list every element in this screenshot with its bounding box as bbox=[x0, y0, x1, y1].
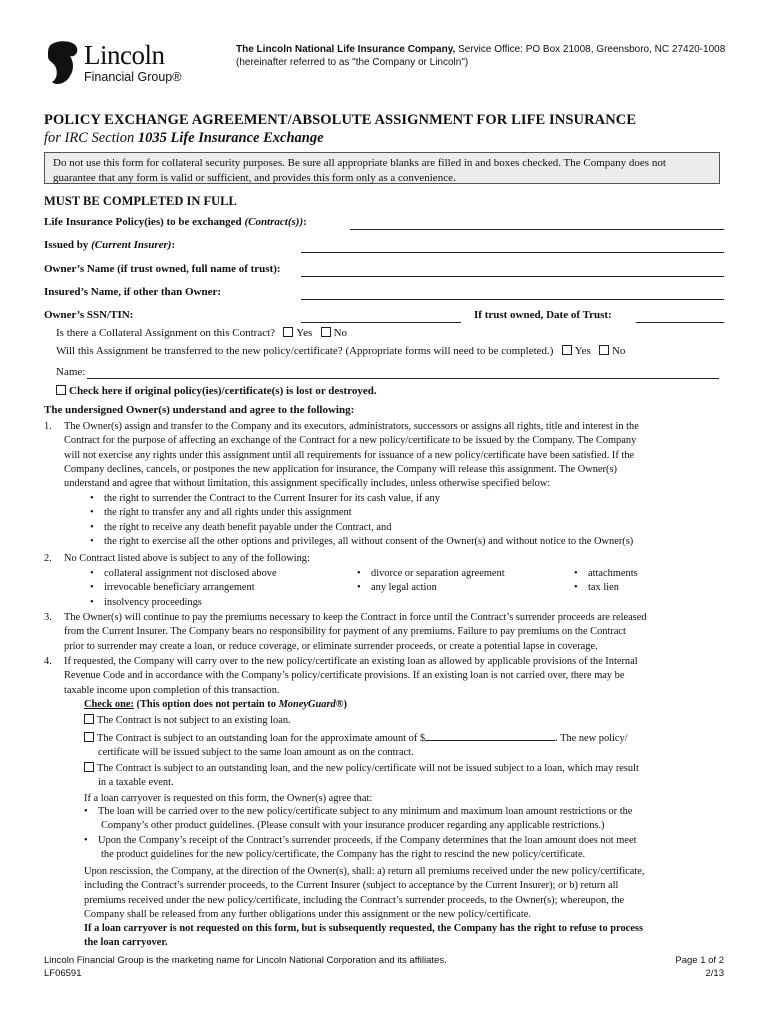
collateral-question: Is there a Collateral Assignment on this Contract? Yes No bbox=[56, 327, 348, 339]
list-item: • the right to receive any death benefit payable under the Contract, and bbox=[90, 521, 392, 533]
list-item: • tax lien bbox=[574, 582, 619, 594]
trust-date-label: If trust owned, Date of Trust: bbox=[474, 309, 612, 321]
footer-revision-date: 2/13 bbox=[705, 968, 724, 979]
item-2-col2 bbox=[357, 567, 567, 596]
list-item: • divorce or separation agreement bbox=[357, 568, 505, 579]
insured-name-field[interactable] bbox=[301, 299, 724, 300]
item-1-number: 1. bbox=[44, 421, 52, 432]
collateral-yes-checkbox[interactable] bbox=[283, 327, 293, 337]
list-item: • collateral assignment not disclosed above bbox=[90, 568, 277, 579]
loan-option-1: The Contract is not subject to an existing loan. bbox=[84, 714, 291, 728]
lost-policy-row: Check here if original policy(ies)/certificate(s) is lost or destroyed. bbox=[56, 385, 377, 397]
footer-form-number: LF06591 bbox=[44, 968, 82, 979]
item-1-text: The Owner(s) assign and transfer to the Company and its executors, administrators, successors or assigns all rights, title and interest in the Contract for the purpose of affecting an exchange of the Contract for a new policy/certificate to be issued by the Company. The Company will not exercise any rights under this assignment until all requirements for issuance of a new policy/certificate have been satisfied. If the Company declines, cancels, or postpones the new application for insurance, the Company will release this assignment. The Owner(s) understand and agree that without limitation, this assignment specifically includes, unless otherwise specified below: bbox=[64, 421, 639, 490]
loan-option-3-checkbox[interactable] bbox=[84, 762, 94, 772]
trust-date-field[interactable] bbox=[636, 322, 724, 323]
current-insurer-field[interactable] bbox=[301, 252, 724, 253]
loan-option-2-checkbox[interactable] bbox=[84, 732, 94, 742]
loan-option-2: The Contract is subject to an outstanding loan for the approximate amount of $ . The new policy/ certificate will be issued subject to the same loan amount as on the contract. bbox=[84, 731, 726, 761]
transfer-question: Will this Assignment be transferred to the new policy/certificate? (Appropriate forms will need to be completed.) Yes No bbox=[56, 345, 626, 357]
transfer-yes-checkbox[interactable] bbox=[562, 345, 572, 355]
item-2-text: No Contract listed above is subject to any of the following: bbox=[64, 553, 310, 564]
list-item: • any legal action bbox=[357, 582, 437, 594]
policies-label: Life Insurance Policy(ies) to be exchanged (Contract(s)): bbox=[44, 216, 307, 228]
footer-marketing: Lincoln Financial Group is the marketing name for Lincoln National Corporation and its affiliates. bbox=[44, 955, 447, 966]
item-3-number: 3. bbox=[44, 612, 52, 623]
notice-box: Do not use this form for collateral security purposes. Be sure all appropriate blanks are filled in and boxes checked. The Company does not guarantee that any form is valid or sufficient, and provides this form only as a convenience. bbox=[44, 152, 720, 184]
list-item: • attachments bbox=[574, 568, 638, 579]
ssn-label: Owner’s SSN/TIN: bbox=[44, 309, 134, 321]
must-complete-heading: MUST BE COMPLETED IN FULL bbox=[44, 194, 237, 208]
transfer-no-checkbox[interactable] bbox=[599, 345, 609, 355]
understand-heading: The undersigned Owner(s) understand and agree to the following: bbox=[44, 404, 355, 416]
lost-policy-checkbox[interactable] bbox=[56, 385, 66, 395]
rescission-text: Upon rescission, the Company, at the direction of the Owner(s), shall: a) return all premiums received under the new policy/certificate, including the Contract’s surrender proceeds, to the Current Insurer (subject to acceptance by the Current Insurer); or b) return all premiums received under the new policy/certificate, including the Contract’s surrender proceeds, to the Owner(s); whereupon, the Company shall be released from any further obligations under this assignment or the new policy/certificate. bbox=[84, 866, 645, 920]
list-item: • insolvency proceedings bbox=[90, 596, 202, 608]
item-4-number: 4. bbox=[44, 656, 52, 667]
lincoln-logo-icon bbox=[44, 40, 80, 88]
company-address bbox=[236, 44, 725, 55]
list-item: • The loan will be carried over to the new policy/certificate subject to any minimum and maximum loan amount restrictions or the bbox=[84, 806, 633, 817]
item-1-bullets bbox=[90, 492, 730, 549]
list-item: • Upon the Company’s receipt of the Contract’s surrender proceeds, if the Company determines that the loan amount does not meet bbox=[84, 834, 637, 846]
owner-name-label: Owner’s Name (if trust owned, full name of trust): bbox=[44, 263, 281, 275]
company-name: The Lincoln National Life Insurance Company, bbox=[236, 44, 456, 55]
list-item: • the right to exercise all the other options and privileges, all without consent of the Owner(s) and without notice to the Owner(s) bbox=[90, 535, 634, 547]
item-3-text: The Owner(s) will continue to pay the premiums necessary to keep the Contract in force until the Contract’s surrender proceeds are released from the Current Insurer. The Company bears no responsibility for payment of any premiums. Failure to pay premiums on the Contract prior to surrender may create a loan, or reduce coverage, or eliminate surrender proceeds, or create a potential lapse in coverage. bbox=[64, 612, 647, 652]
list-item: • irrevocable beneficiary arrangement bbox=[90, 582, 255, 594]
carryover-intro: If a loan carryover is requested on this form, the Owner(s) agree that: bbox=[84, 793, 373, 804]
list-item: • the right to transfer any and all rights under this assignment bbox=[90, 507, 352, 519]
name-field[interactable] bbox=[87, 378, 719, 379]
loan-option-3: The Contract is subject to an outstanding loan, and the new policy/certificate will not be issued subject to a loan, which may result in a taxable event. bbox=[84, 762, 726, 791]
ssn-field[interactable] bbox=[301, 322, 461, 323]
issued-label: Issued by (Current Insurer): bbox=[44, 239, 176, 251]
policies-field[interactable] bbox=[350, 229, 724, 230]
collateral-no-checkbox[interactable] bbox=[321, 327, 331, 337]
carryover-final: If a loan carryover is not requested on this form, but is subsequently requested, the Company has the right to refuse to process the loan carryover. bbox=[84, 923, 643, 949]
item-2-col1 bbox=[90, 567, 350, 610]
loan-option-1-checkbox[interactable] bbox=[84, 714, 94, 724]
name-label: Name: bbox=[56, 366, 86, 378]
form-title: POLICY EXCHANGE AGREEMENT/ABSOLUTE ASSIGNMENT FOR LIFE INSURANCE bbox=[44, 112, 637, 128]
check-one-heading: Check one: (This option does not pertain to MoneyGuard®) bbox=[84, 699, 347, 710]
item-2-number: 2. bbox=[44, 553, 52, 564]
logo-wordmark: Lincoln bbox=[84, 40, 165, 70]
item-4-text: If requested, the Company will carry over to the new policy/certificate an existing loan as allowed by applicable provisions of the Internal Revenue Code and in accordance with the Company’s policy/certificate provisions. If an existing loan is not carried over, there may be taxable income upon completion of this transaction. bbox=[64, 656, 638, 696]
form-subtitle: for IRC Section 1035 Life Insurance Exchange bbox=[44, 130, 324, 146]
insured-name-label: Insured’s Name, if other than Owner: bbox=[44, 286, 222, 298]
service-office: Service Office: PO Box 21008, Greensboro, NC 27420-1008 bbox=[455, 44, 726, 55]
footer-page-number: Page 1 of 2 bbox=[675, 955, 724, 966]
list-item: • the right to surrender the Contract to the Current Insurer for its cash value, if any bbox=[90, 493, 440, 504]
loan-amount-field[interactable] bbox=[425, 731, 555, 741]
owner-name-field[interactable] bbox=[301, 276, 724, 277]
item-2-col3 bbox=[574, 567, 724, 596]
logo-subtitle: Financial Group® bbox=[84, 70, 182, 84]
company-referred: (hereinafter referred to as "the Company or Lincoln") bbox=[236, 57, 469, 68]
carryover-bullets: • The loan will be carried over to the new policy/certificate subject to any minimum and maximum loan amount restrictions or the Company’s other product guidelines. (Please consult with your insurance producer regarding any applicable restrictions.) • Upon the Company’s receipt of the Contract’s surrender proceeds, if the Company determines that the loan amount does not meet the product guidelines for the new policy/certificate, the Company has the right to rescind the new policy/certificate. bbox=[84, 805, 726, 862]
